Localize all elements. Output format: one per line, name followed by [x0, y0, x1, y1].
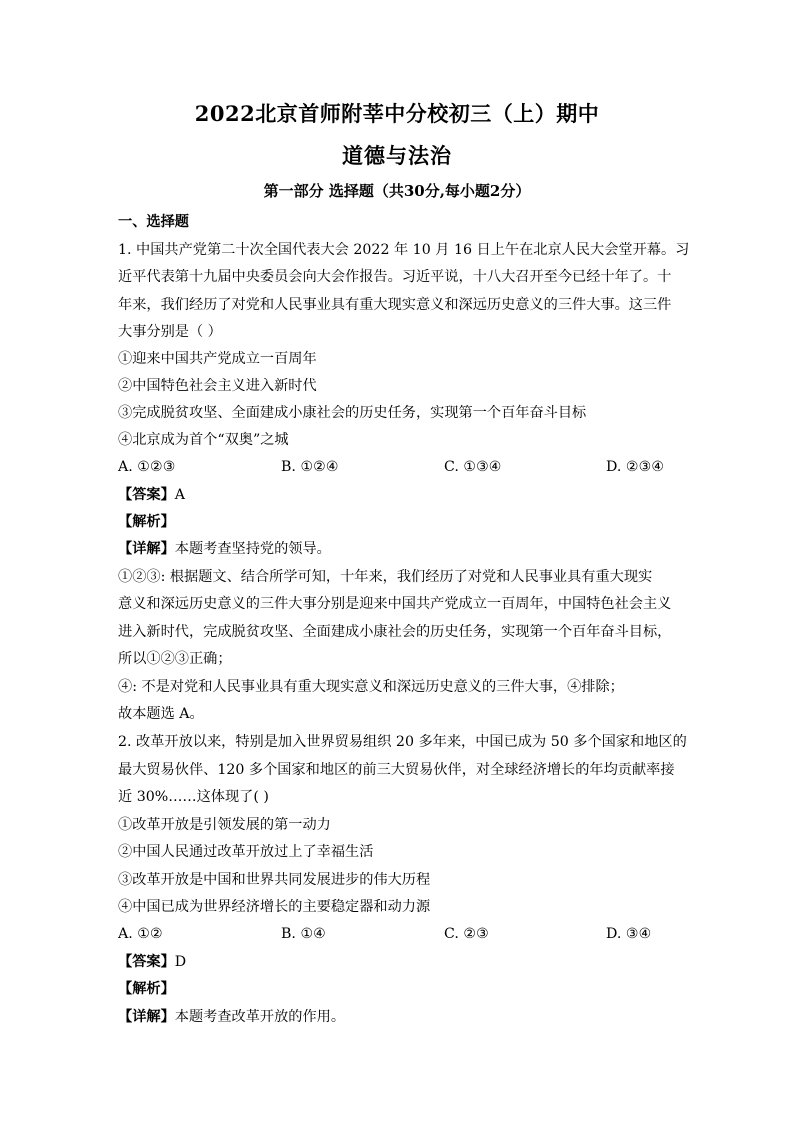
q2-item: ④中国已成为世界经济增长的主要稳定器和动力源: [118, 899, 431, 915]
subject-title: 道德与法治: [342, 143, 452, 168]
exam-title: 2022北京首师附莘中分校初三（上）期中: [194, 101, 600, 126]
q1-item: ③完成脱贫攻坚、全面建成小康社会的历史任务，实现第一个百年奋斗目标: [118, 405, 587, 421]
q1-stem-line: 近平代表第十九届中央委员会向大会作报告。习近平说，十八大召开至今已经十年了。十: [118, 269, 672, 285]
q2-stem-line: 2. 改革开放以来，特别是加入世界贸易组织 20 多年来，中国已成为 50 多个国家和地区的: [118, 734, 687, 750]
q1-explain-line: ①②③: 根据题文、结合所学可知，十年来，我们经历了对党和人民事业具有重大现实: [118, 569, 653, 585]
q1-option-b: B. ①②④: [281, 459, 339, 475]
q2-analysis-tag: 【解析】: [118, 981, 175, 997]
q1-explain-line: 所以①②③正确；: [118, 651, 232, 667]
answer-tag: 【答案】: [118, 954, 175, 970]
q2-option-d: D. ③④: [606, 926, 652, 942]
q1-option-c: C. ①③④: [444, 459, 502, 475]
answer-value: A: [174, 487, 186, 503]
part-heading: 第一部分 选择题（共30分,每小题2分）: [263, 182, 531, 200]
q1-stem-line: 1. 中国共产党第二十次全国代表大会 2022 年 10 月 16 日上午在北京人民大会堂开幕。习: [118, 242, 690, 258]
q1-option-d: D. ②③④: [606, 459, 665, 475]
q2-option-a: A. ①②: [118, 926, 163, 942]
q1-analysis-tag: 【解析】: [118, 514, 175, 530]
q1-explain-line: 故本题选 A。: [118, 706, 204, 722]
q2-item: ②中国人民通过改革开放过上了幸福生活: [118, 844, 374, 860]
q2-option-b: B. ①④: [281, 926, 326, 942]
q2-detail: [118, 1007, 678, 1027]
q2-stem-line: 最大贸易伙伴、120 多个国家和地区的前三大贸易伙伴，对全球经济增长的年均贡献率接: [118, 762, 675, 778]
q1-stem-line: 大事分别是（ ）: [118, 324, 222, 340]
detail-text: 本题考查改革开放的作用。: [174, 1009, 346, 1025]
detail-tag: 【详解】: [118, 541, 175, 557]
q2-item: ①改革开放是引领发展的第一动力: [118, 817, 331, 833]
q1-option-a: A. ①②③: [118, 459, 176, 475]
q1-answer: [118, 485, 678, 505]
q1-explain-line: 进入新时代，完成脱贫攻坚、全面建成小康社会的历史任务，实现第一个百年奋斗目标，: [118, 624, 672, 640]
q1-stem-line: 年来，我们经历了对党和人民事业具有重大现实意义和深远历史意义的三件大事。这三件: [118, 297, 672, 313]
q1-explain-line: ④: 不是对党和人民事业具有重大现实意义和深远历史意义的三件大事，④排除；: [118, 679, 624, 695]
q1-item: ④北京成为首个“双奥”之城: [118, 432, 289, 448]
q1-item: ②中国特色社会主义进入新时代: [118, 378, 317, 394]
q1-detail: [118, 539, 678, 559]
section-heading: 一、选择题: [118, 214, 189, 230]
q2-stem-line: 近 30%……这体现了( ): [118, 789, 269, 805]
answer-value: D: [174, 954, 187, 970]
detail-tag: 【详解】: [118, 1009, 175, 1025]
q1-item: ①迎来中国共产党成立一百周年: [118, 351, 317, 367]
detail-text: 本题考查坚持党的领导。: [174, 541, 331, 557]
q2-item: ③改革开放是中国和世界共同发展进步的伟大历程: [118, 872, 431, 888]
q1-explain-line: 意义和深远历史意义的三件大事分别是迎来中国共产党成立一百周年，中国特色社会主义: [118, 596, 672, 612]
q2-option-c: C. ②③: [444, 926, 489, 942]
answer-tag: 【答案】: [118, 487, 175, 503]
q2-answer: [118, 952, 678, 972]
